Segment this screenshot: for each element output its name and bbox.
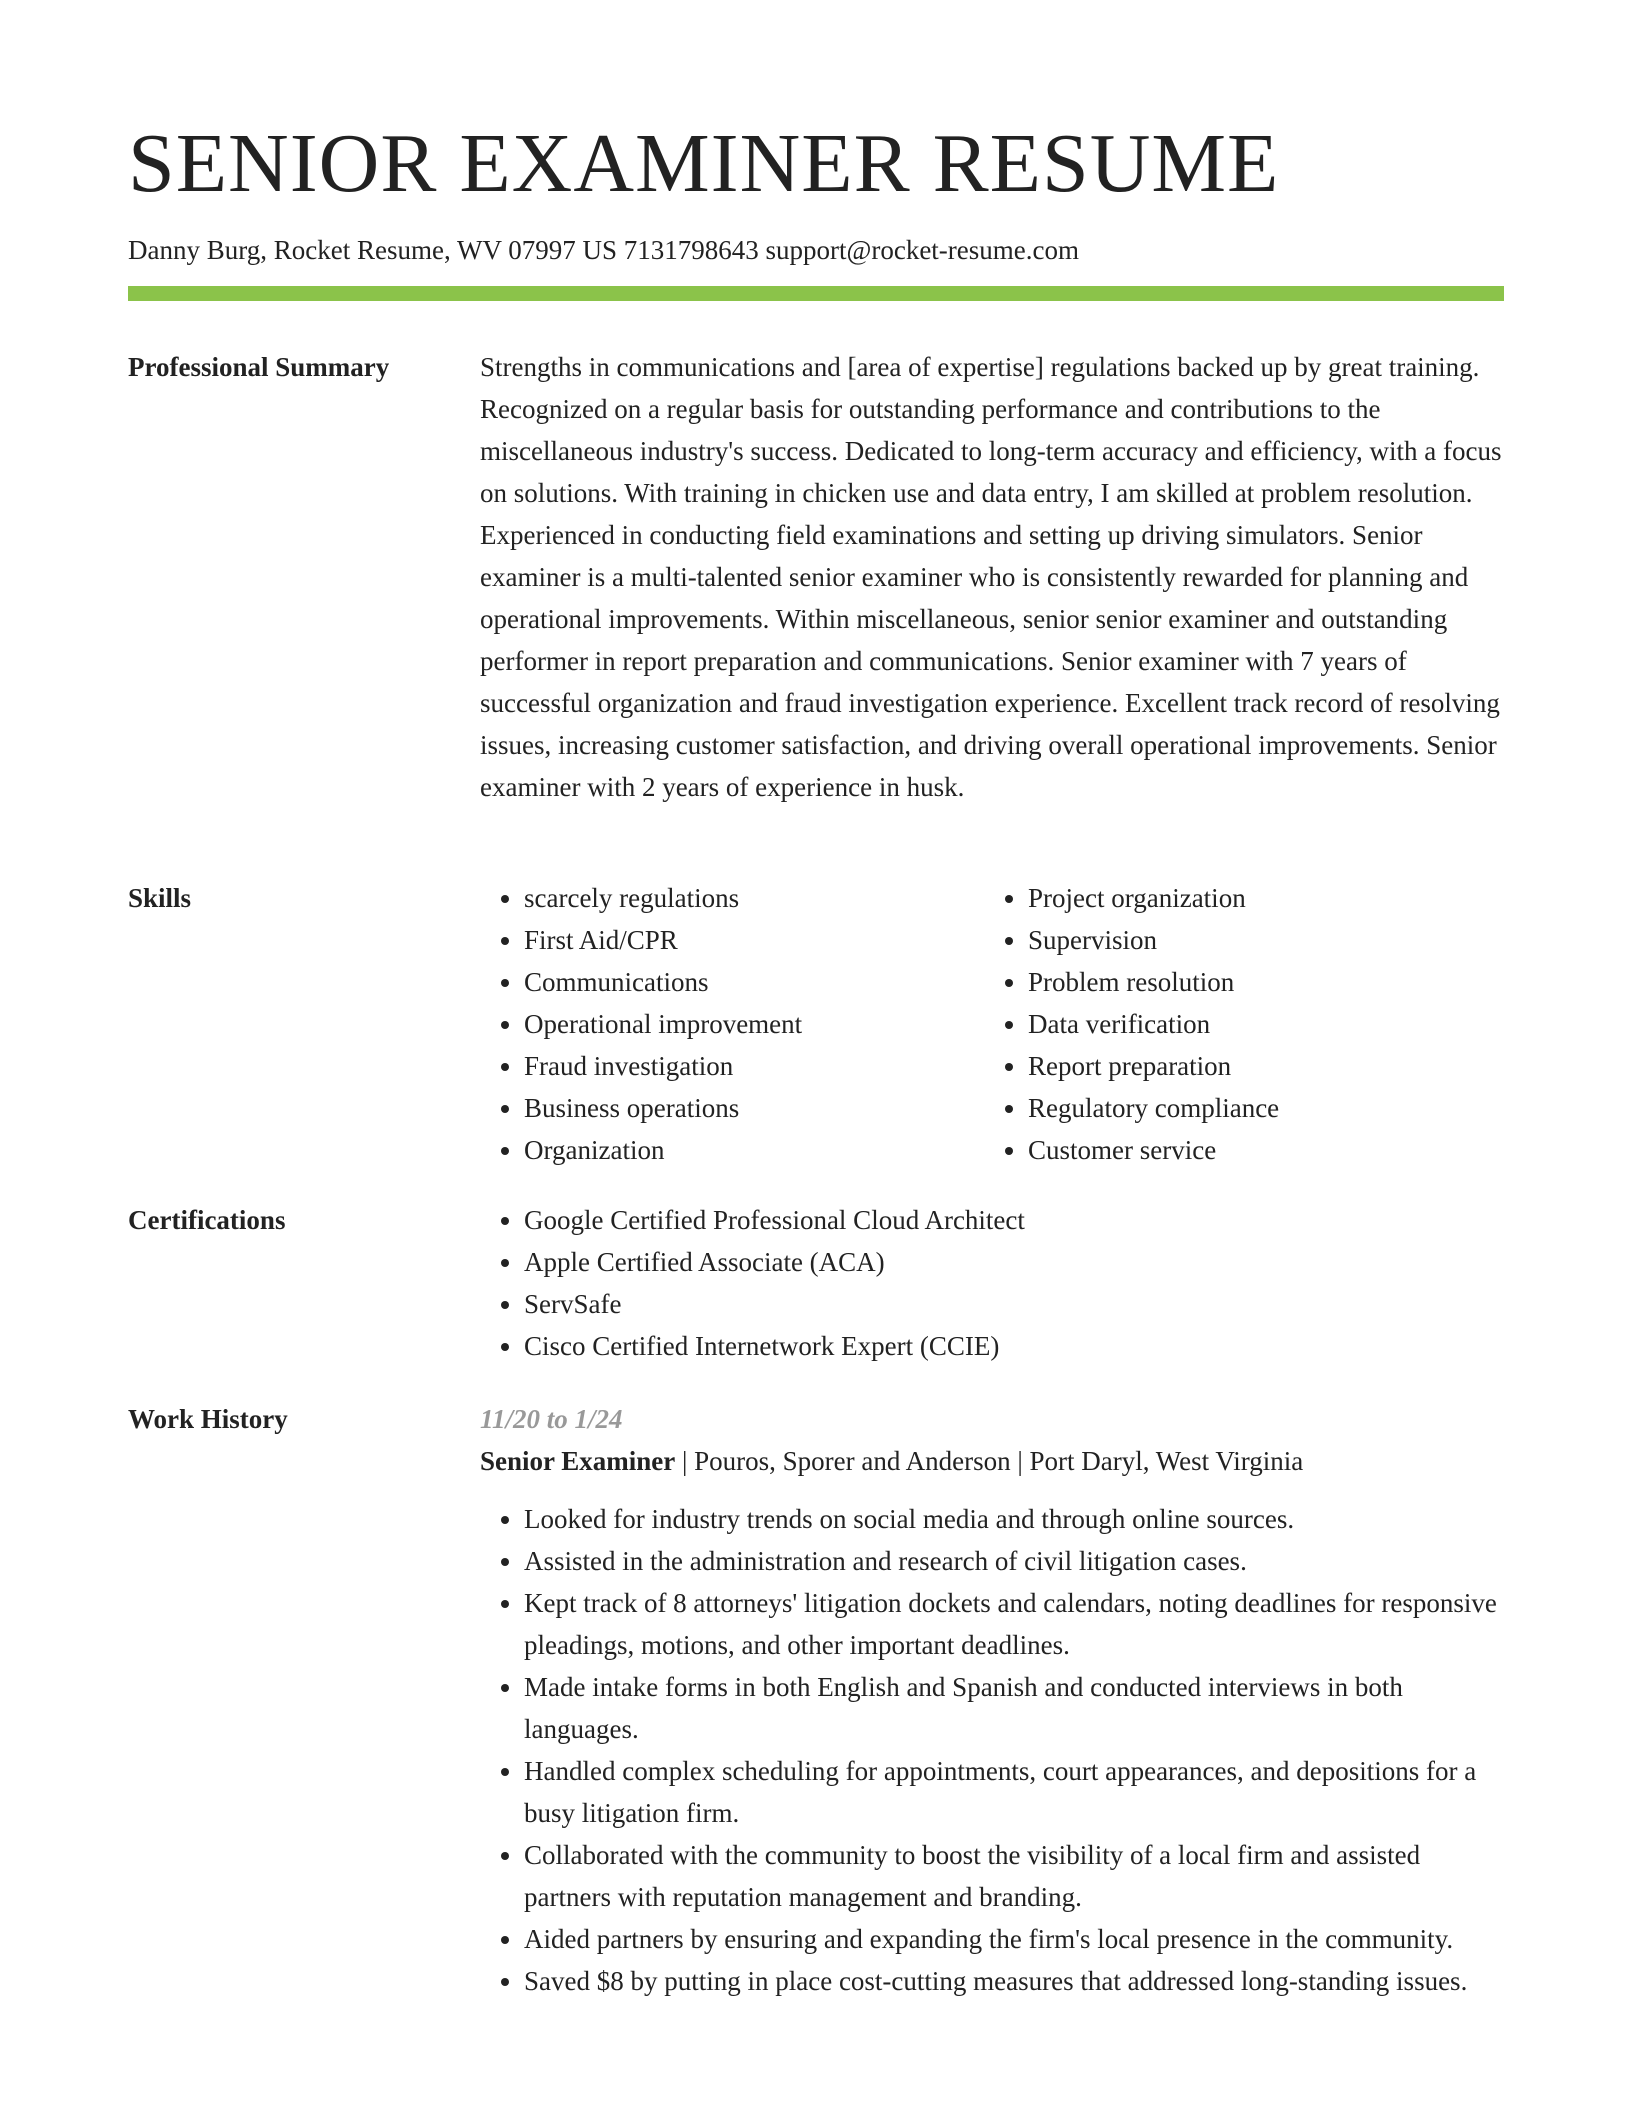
skills-body (480, 877, 1504, 1171)
skills-list-left (480, 877, 984, 1171)
certifications-body (480, 1199, 1504, 1367)
job-entry (480, 1398, 1504, 2002)
skill-item: • First Aid/CPR (524, 919, 984, 961)
certification-item: • Apple Certified Associate (ACA) (524, 1241, 1504, 1283)
header-divider (128, 286, 1504, 301)
section-label-work-history: Work History (128, 1404, 288, 1434)
certification-item: • Cisco Certified Internetwork Expert (CCIE) (524, 1325, 1504, 1367)
job-bullets (480, 1498, 1504, 2002)
skill-item: • Customer service (1028, 1129, 1488, 1171)
section-label-certifications: Certifications (128, 1205, 286, 1235)
section-label-summary: Professional Summary (128, 352, 390, 382)
job-bullet: • Handled complex scheduling for appointments, court appearances, and depositions for a busy litigation firm. (524, 1750, 1504, 1834)
job-dates: 11/20 to 1/24 (480, 1404, 623, 1434)
job-bullet: • Kept track of 8 attorneys' litigation dockets and calendars, noting deadlines for responsive pleadings, motions, and other important deadlines. (524, 1582, 1504, 1666)
skill-item: • Project organization (1028, 877, 1488, 919)
job-bullet: • Assisted in the administration and research of civil litigation cases. (524, 1540, 1504, 1582)
skills-list-right (984, 877, 1488, 1171)
job-details: | Pouros, Sporer and Anderson | Port Daryl, West Virginia (675, 1446, 1304, 1476)
contact-line: Danny Burg, Rocket Resume, WV 07997 US 7131798643 support@rocket-resume.com (128, 235, 1079, 265)
skill-item: • scarcely regulations (524, 877, 984, 919)
job-bullet: • Looked for industry trends on social media and through online sources. (524, 1498, 1504, 1540)
skill-item: • Supervision (1028, 919, 1488, 961)
skills-column-left (480, 877, 984, 1171)
skill-item: • Operational improvement (524, 1003, 984, 1045)
summary-body (480, 346, 1504, 808)
summary-text: Strengths in communications and [area of expertise] regulations backed up by great training. Recognized on a regular basis for outstanding performance and contributions to the miscellaneous industry's success. Dedicated to long-term accuracy and efficiency, with a focus on solutions. With training in chicken use and data entry, I am skilled at problem resolution. Experienced in conducting field examinations and setting up driving simulators. Senior examiner is a multi-talented senior examiner who is consistently rewarded for planning and operational improvements. Within miscellaneous, senior senior examiner and outstanding performer in report preparation and communications. Senior examiner with 7 years of successful organization and fraud investigation experience. Excellent track record of resolving issues, increasing customer satisfaction, and driving overall operational improvements. Senior examiner with 2 years of experience in husk. (480, 352, 1502, 802)
skill-item: • Business operations (524, 1087, 984, 1129)
skill-item: • Report preparation (1028, 1045, 1488, 1087)
job-bullet: • Collaborated with the community to boost the visibility of a local firm and assisted partners with reputation management and branding. (524, 1834, 1504, 1918)
skill-item: • Communications (524, 961, 984, 1003)
skill-item: • Organization (524, 1129, 984, 1171)
resume-title: SENIOR EXAMINER RESUME (128, 117, 1280, 210)
skill-item: • Data verification (1028, 1003, 1488, 1045)
work-history-body (480, 1398, 1504, 2002)
skill-item: • Fraud investigation (524, 1045, 984, 1087)
skills-column-right (984, 877, 1488, 1171)
skill-item: • Problem resolution (1028, 961, 1488, 1003)
job-bullet: • Aided partners by ensuring and expanding the firm's local presence in the community. (524, 1918, 1504, 1960)
certification-item: • Google Certified Professional Cloud Architect (524, 1199, 1504, 1241)
certification-item: • ServSafe (524, 1283, 1504, 1325)
job-bullet: • Saved $8 by putting in place cost-cutting measures that addressed long-standing issues. (524, 1960, 1504, 2002)
job-heading (480, 1440, 1504, 1482)
job-bullet: • Made intake forms in both English and Spanish and conducted interviews in both languages. (524, 1666, 1504, 1750)
section-label-skills: Skills (128, 883, 192, 913)
skill-item: • Regulatory compliance (1028, 1087, 1488, 1129)
job-title: Senior Examiner (480, 1446, 676, 1476)
certifications-list (480, 1199, 1504, 1367)
